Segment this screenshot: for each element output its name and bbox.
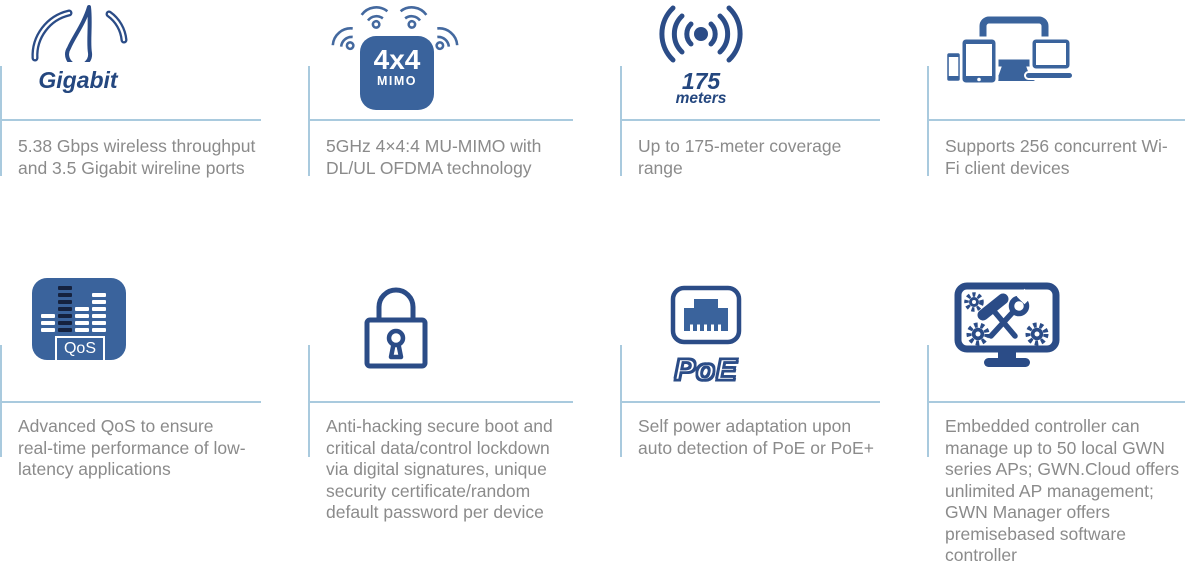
feature-card-gigabit xyxy=(0,0,308,270)
divider-horizontal xyxy=(620,401,880,403)
ethernet-port-icon xyxy=(670,285,742,345)
radio-waves-icon xyxy=(649,5,753,63)
wifi-mimo-icon xyxy=(330,2,466,114)
coverage-unit-label: meters xyxy=(675,90,727,107)
feature-card-coverage xyxy=(620,0,927,270)
wifi-signal-icon xyxy=(356,1,393,32)
divider-horizontal xyxy=(620,119,880,121)
feature-description: Supports 256 concurrent Wi-Fi client devices xyxy=(945,136,1168,178)
feature-card-qos xyxy=(0,270,308,564)
wifi-signal-icon xyxy=(394,1,431,32)
mimo-4x4-badge xyxy=(360,36,434,110)
feature-card-poe xyxy=(620,270,927,564)
feature-description: Embedded controller can manage up to 50 local GWN series APs; GWN.Cloud offers unlimited AP management; GWN Manager offers premisebased software controller xyxy=(945,416,1180,564)
feature-description: Advanced QoS to ensure real-time performance of low-latency applications xyxy=(18,416,246,479)
monitor-tools-icon xyxy=(953,282,1061,372)
padlock-icon-graphic xyxy=(358,282,434,372)
devices-cluster-icon xyxy=(945,16,1075,84)
divider-vertical xyxy=(927,66,929,176)
feature-description: Self power adaptation upon auto detection of PoE or PoE+ xyxy=(638,416,874,458)
coverage-signal-icon xyxy=(648,5,754,106)
gear-icon xyxy=(967,295,982,310)
gigabit-label: Gigabit xyxy=(38,67,118,93)
divider-horizontal xyxy=(927,119,1185,121)
qos-equalizer-icon xyxy=(32,278,126,360)
speedometer-icon-graphic xyxy=(25,4,131,62)
divider-vertical xyxy=(308,66,310,176)
feature-card-mimo xyxy=(308,0,620,270)
divider-horizontal xyxy=(0,401,261,403)
feature-description: 5.38 Gbps wireless throughput and 3.5 Gigabit wireline ports xyxy=(18,136,256,178)
divider-horizontal xyxy=(927,401,1185,403)
feature-description: 5GHz 4×4:4 MU-MIMO with DL/UL OFDMA technology xyxy=(326,136,542,178)
management-tools-icon xyxy=(953,282,1061,377)
padlock-icon xyxy=(358,282,434,377)
feature-description: Up to 175-meter coverage range xyxy=(638,136,842,178)
feature-card-clients xyxy=(927,0,1200,270)
divider-horizontal xyxy=(308,401,573,403)
qos-badge xyxy=(32,278,126,360)
poe-port-icon xyxy=(660,285,752,388)
mimo-4x4-label: 4x4 xyxy=(373,44,421,75)
divider-vertical xyxy=(0,66,2,176)
feature-description: Anti-hacking secure boot and critical data/control lockdown via digital signatures, unique security certificate/random default password per device xyxy=(326,416,553,522)
speedometer-icon xyxy=(22,4,134,94)
feature-card-security xyxy=(308,270,620,564)
mimo-sublabel: MIMO xyxy=(376,74,418,88)
qos-label: QoS xyxy=(55,336,105,360)
divider-horizontal xyxy=(0,119,261,121)
coverage-number-label: 175 xyxy=(681,68,721,94)
client-devices-icon xyxy=(945,16,1075,89)
divider-vertical xyxy=(620,66,622,176)
divider-horizontal xyxy=(308,119,573,121)
poe-label: PoE xyxy=(674,352,738,387)
feature-card-controller xyxy=(927,270,1200,564)
